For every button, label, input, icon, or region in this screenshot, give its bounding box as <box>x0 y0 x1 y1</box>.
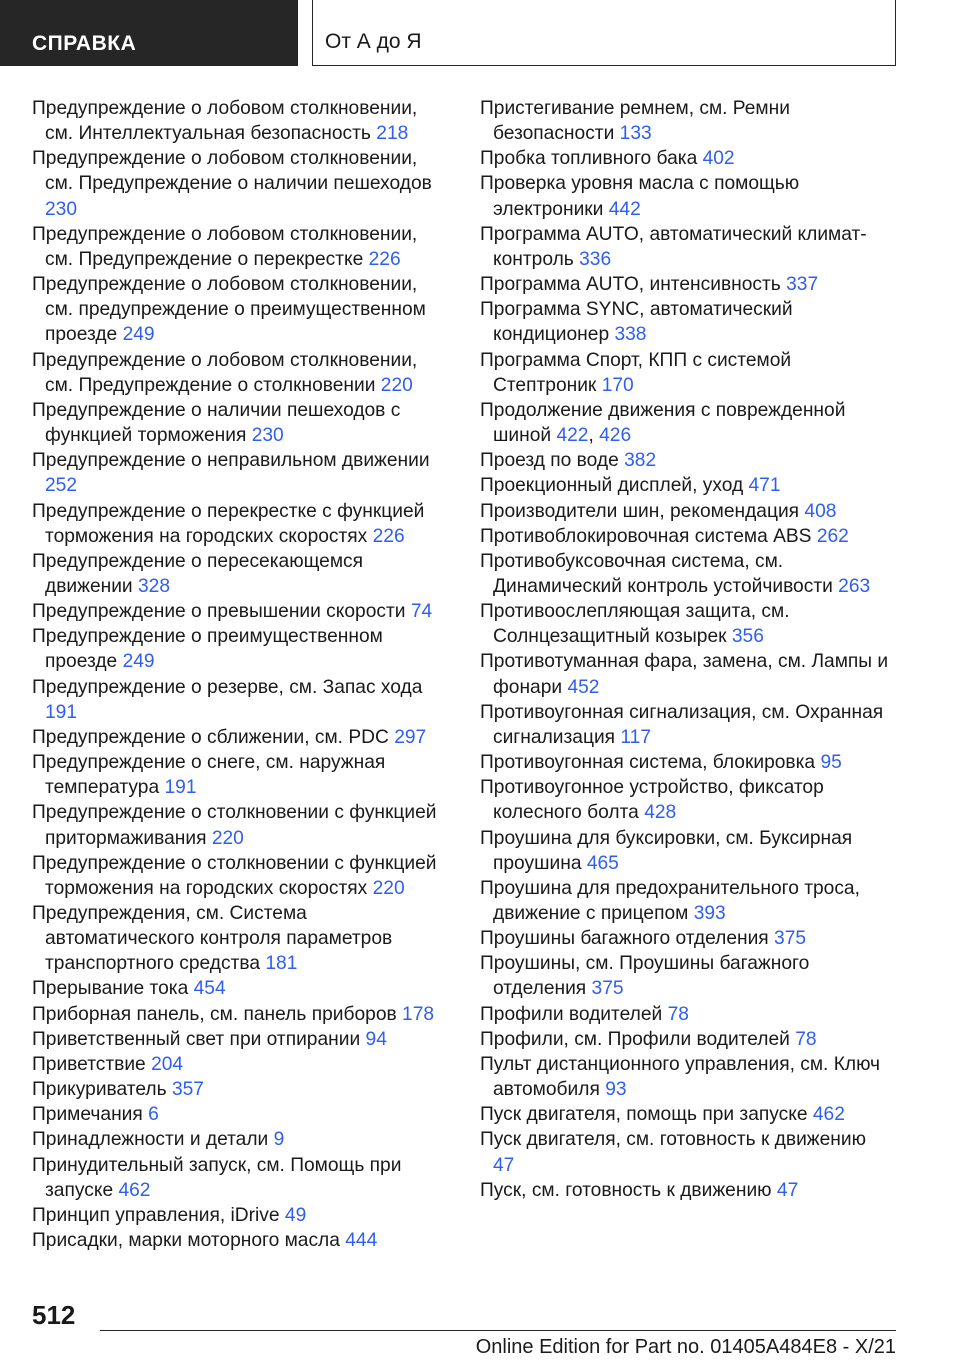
index-entry <box>32 624 444 674</box>
index-entry-text: Противотуманная фара, замена, см. Лампы и фонари <box>480 651 889 698</box>
page-link[interactable]: 408 <box>804 500 837 522</box>
page-link[interactable]: 357 <box>171 1079 204 1101</box>
page-link[interactable]: 47 <box>776 1179 799 1201</box>
index-entry-text: Производители шин, рекомендация <box>480 500 800 522</box>
index-entry-text: Приветствие <box>32 1053 146 1075</box>
page-link[interactable]: 462 <box>118 1179 151 1201</box>
page-link[interactable]: 252 <box>45 475 78 497</box>
index-entry <box>32 1002 444 1027</box>
index-entry <box>32 1052 444 1077</box>
page-link[interactable]: 170 <box>601 374 634 396</box>
index-entry-text: Предупреждение о столкновении с функцией торможения на городских скоростях <box>32 852 437 899</box>
index-entry-text: Присадки, марки моторного масла <box>32 1230 340 1252</box>
page-link[interactable]: 220 <box>380 374 413 396</box>
index-entry-text: Предупреждение о неправильном движении <box>32 450 430 472</box>
page-link[interactable]: 393 <box>693 903 726 924</box>
index-entry <box>480 1178 892 1203</box>
index-entry-text: Проушины, см. Проушины багажного отделения <box>480 953 810 1000</box>
index-columns <box>32 96 912 1266</box>
index-entry <box>480 222 892 272</box>
page-link[interactable]: 94 <box>365 1028 387 1050</box>
index-entry <box>32 800 444 850</box>
index-entry <box>32 976 444 1001</box>
index-entry <box>480 499 892 524</box>
page-link[interactable]: 249 <box>122 651 155 673</box>
index-entry-text: Предупреждение о перекрестке с функцией торможения на городских скоростях <box>32 500 425 547</box>
index-entry <box>480 272 892 297</box>
page-link[interactable]: 356 <box>731 626 764 648</box>
index-entry <box>480 649 892 699</box>
index-entry <box>32 1077 444 1102</box>
index-entry-text: Предупреждение о преимущественном проезде <box>32 626 383 673</box>
index-entry <box>32 851 444 901</box>
index-entry <box>32 222 444 272</box>
page-link[interactable]: 74 <box>410 601 433 623</box>
index-entry <box>480 926 892 951</box>
index-entry <box>32 448 444 498</box>
page-link[interactable]: 220 <box>211 827 244 849</box>
index-entry <box>480 448 892 473</box>
index-entry-text: Противоблокировочная система ABS <box>480 525 812 547</box>
page-header <box>0 0 960 66</box>
page-link[interactable]: 93 <box>605 1079 627 1101</box>
index-entry-text: Предупреждение о лобовом столкновении, см. Предупреждение о наличии пешеходов <box>32 148 432 195</box>
page-link[interactable]: 47 <box>493 1154 515 1176</box>
page-link[interactable]: 297 <box>394 726 427 748</box>
index-entry <box>32 146 444 221</box>
page-link[interactable]: 336 <box>579 248 612 270</box>
page-link[interactable]: 117 <box>620 726 651 748</box>
index-entry-text: Профили водителей <box>480 1003 663 1025</box>
index-entry <box>480 297 892 347</box>
page-number: 512 <box>32 1300 76 1330</box>
index-entry-text: Прикуриватель <box>32 1079 167 1101</box>
index-entry-text: Приборная панель, см. панель приборов <box>32 1003 397 1025</box>
index-entry-text: Предупреждение о столкновении с функцией притормаживания <box>32 802 437 849</box>
index-entry <box>32 750 444 800</box>
index-entry <box>480 750 892 775</box>
index-entry <box>32 599 444 624</box>
page-link[interactable]: 6 <box>148 1104 159 1126</box>
index-entry-text: Программа SYNC, автоматический кондиционер <box>480 299 793 346</box>
footer-edition: Online Edition for Part no. 01405A484E8 - X/21 <box>475 1336 896 1358</box>
index-entry-text: Предупреждение о резерве, см. Запас хода <box>32 676 423 698</box>
index-entry-text: Приветственный свет при отпирании <box>32 1028 361 1050</box>
index-entry <box>32 96 444 146</box>
index-entry <box>480 951 892 1001</box>
page-link[interactable]: 402 <box>702 148 735 170</box>
index-entry-text: Пуск двигателя, см. готовность к движению <box>480 1129 867 1151</box>
index-entry <box>480 171 892 221</box>
index-entry <box>480 700 892 750</box>
index-entry-text: Прерывание тока <box>32 978 189 1000</box>
index-entry-text: Предупреждения, см. Система автоматического контроля параметров транспортного средства <box>32 903 393 975</box>
chapter-tab[interactable]: От А до Я <box>312 0 896 66</box>
page-link[interactable]: 218 <box>376 123 409 145</box>
index-entry-text: Противоугонная система, блокировка <box>480 752 816 774</box>
page-link[interactable]: 191 <box>164 777 197 799</box>
index-entry <box>480 549 892 599</box>
index-entry-text: Принудительный запуск, см. Помощь при запуске <box>32 1154 402 1201</box>
page-link[interactable]: 178 <box>402 1003 435 1025</box>
page-link[interactable]: 382 <box>624 450 657 472</box>
page-link[interactable]: 375 <box>774 928 807 950</box>
index-entry <box>32 675 444 725</box>
page-link[interactable]: 220 <box>372 877 405 899</box>
index-entry <box>32 1153 444 1203</box>
index-entry <box>32 1203 444 1228</box>
index-entry-text: Противоугонное устройство, фиксатор колесного болта <box>480 777 824 824</box>
page-link[interactable]: 230 <box>45 198 78 220</box>
index-entry-text: Предупреждение о превышении скорости <box>32 601 406 623</box>
page-link[interactable]: 465 <box>586 852 619 874</box>
index-entry-text: Предупреждение о пересекающемся движении <box>32 550 364 597</box>
index-entry-text: Предупреждение о лобовом столкновении, см. предупреждение о преимущественном проезде <box>32 274 426 346</box>
index-entry <box>480 1027 892 1052</box>
index-entry <box>480 826 892 876</box>
page-link[interactable]: 442 <box>608 198 641 220</box>
page-link[interactable]: 328 <box>138 575 171 597</box>
index-entry <box>480 1002 892 1027</box>
index-entry <box>32 348 444 398</box>
index-entry-text: Проушина для предохранительного троса, движение с прицепом <box>480 877 860 924</box>
section-tab[interactable]: СПРАВКА <box>0 0 298 66</box>
page-link[interactable]: 452 <box>567 676 600 698</box>
page-link[interactable]: 422 <box>556 425 589 447</box>
index-entry <box>480 775 892 825</box>
index-entry-text: Предупреждение о наличии пешеходов с функцией торможения <box>32 399 401 447</box>
page-link[interactable]: 226 <box>368 248 401 270</box>
page-link[interactable]: 375 <box>591 978 624 1000</box>
index-entry-text: Принадлежности и детали <box>32 1129 269 1151</box>
index-entry-text: Примечания <box>32 1104 143 1126</box>
index-entry <box>480 599 892 649</box>
page-link[interactable]: 428 <box>644 802 677 824</box>
page-link[interactable]: 49 <box>284 1204 307 1226</box>
page-link[interactable]: 263 <box>838 575 871 597</box>
index-entry: Продолжение движения с поврежденной шиной 422, 426 <box>480 399 846 447</box>
index-entry-text: Предупреждение о снеге, см. наружная температура <box>32 752 386 799</box>
index-entry-text: Профили, см. Профили водителей <box>480 1028 790 1050</box>
index-entry-text: Предупреждение о лобовом столкновении, см. Интеллектуальная безопасность <box>32 98 418 145</box>
page-link[interactable]: 226 <box>372 525 405 547</box>
index-column-left <box>32 96 444 1253</box>
index-entry-text: Проекционный дисплей, уход <box>480 475 744 497</box>
index-entry <box>32 1102 444 1127</box>
index-entry-text: Противобуксовочная система, см. Динамический контроль устойчивости <box>480 550 833 597</box>
page-link[interactable]: 78 <box>667 1003 689 1025</box>
index-entry-text: Программа Спорт, КПП с системой Стептроник <box>480 349 792 396</box>
index-entry <box>32 1127 444 1152</box>
index-entry-text: Программа AUTO, интенсивность <box>480 274 781 296</box>
index-entry-text: Пробка топливного бака <box>480 148 698 170</box>
index-entry-text: Проезд по воде <box>480 450 619 472</box>
index-entry <box>480 1102 892 1127</box>
index-entry-text: Пульт дистанционного управления, см. Ключ автомобиля <box>480 1053 881 1101</box>
index-entry-text: Принцип управления, iDrive <box>32 1204 280 1226</box>
index-entry <box>32 901 444 976</box>
page-link[interactable]: 204 <box>151 1053 184 1075</box>
footer-divider <box>100 1330 896 1331</box>
index-entry-text: Проушина для буксировки, см. Буксирная проушина <box>480 827 853 874</box>
page-link[interactable]: 454 <box>193 978 226 1000</box>
page-link[interactable]: 78 <box>795 1028 817 1050</box>
index-entry-text: Предупреждение о сближении, см. PDC <box>32 726 389 748</box>
index-entry-text: Противоугонная сигнализация, см. Охранная сигнализация <box>480 701 884 748</box>
index-entry-text: Проушины багажного отделения <box>480 928 769 950</box>
index-entry <box>32 549 444 599</box>
index-entry <box>480 524 892 549</box>
index-entry <box>32 499 444 549</box>
index-entry-text: Предупреждение о лобовом столкновении, см. Предупреждение о перекрестке <box>32 223 418 270</box>
index-entry-text: Пуск, см. готовность к движению <box>480 1179 772 1201</box>
page-link[interactable]: 426 <box>599 425 632 447</box>
page-link[interactable]: 230 <box>251 425 284 447</box>
index-entry <box>480 1127 892 1177</box>
page-link[interactable]: 249 <box>122 324 155 346</box>
index-entry-text: Пуск двигателя, помощь при запуске <box>480 1104 808 1126</box>
index-entry <box>480 96 892 146</box>
index-entry <box>32 1228 444 1253</box>
index-entry-text: Пристегивание ремнем, см. Ремни безопасности <box>480 98 790 145</box>
page-link[interactable]: 471 <box>748 475 781 497</box>
page-link[interactable]: 191 <box>45 701 78 723</box>
index-column-right <box>480 96 892 1203</box>
index-entry <box>480 473 892 498</box>
index-entry <box>480 348 892 398</box>
page-link[interactable]: 95 <box>820 752 842 774</box>
page-link[interactable]: 444 <box>345 1230 378 1252</box>
index-entry <box>32 398 444 448</box>
page-link[interactable]: 133 <box>619 123 652 145</box>
index-entry <box>480 1052 892 1102</box>
page-link[interactable]: 181 <box>265 953 298 975</box>
index-entry-text: Продолжение движения с поврежденной шиной <box>480 399 846 447</box>
index-entry-text: Программа AUTO, автоматический климат-контроль <box>480 223 867 270</box>
index-entry <box>480 146 892 171</box>
index-entry <box>32 272 444 347</box>
page-link[interactable]: 337 <box>786 274 819 296</box>
page-link[interactable]: 462 <box>812 1104 845 1126</box>
index-entry-text: Противоослепляющая защита, см. Солнцезащитный козырек <box>480 601 790 648</box>
page-link[interactable]: 338 <box>614 324 647 346</box>
index-entry <box>32 1027 444 1052</box>
index-entry <box>480 876 892 926</box>
index-entry-text: Проверка уровня масла с помощью электроники <box>480 173 800 220</box>
page-link[interactable]: 9 <box>273 1129 285 1151</box>
index-entry <box>32 725 444 750</box>
index-entry-text: Предупреждение о лобовом столкновении, см. Предупреждение о столкновении <box>32 349 418 396</box>
page-link[interactable]: 262 <box>816 525 849 547</box>
